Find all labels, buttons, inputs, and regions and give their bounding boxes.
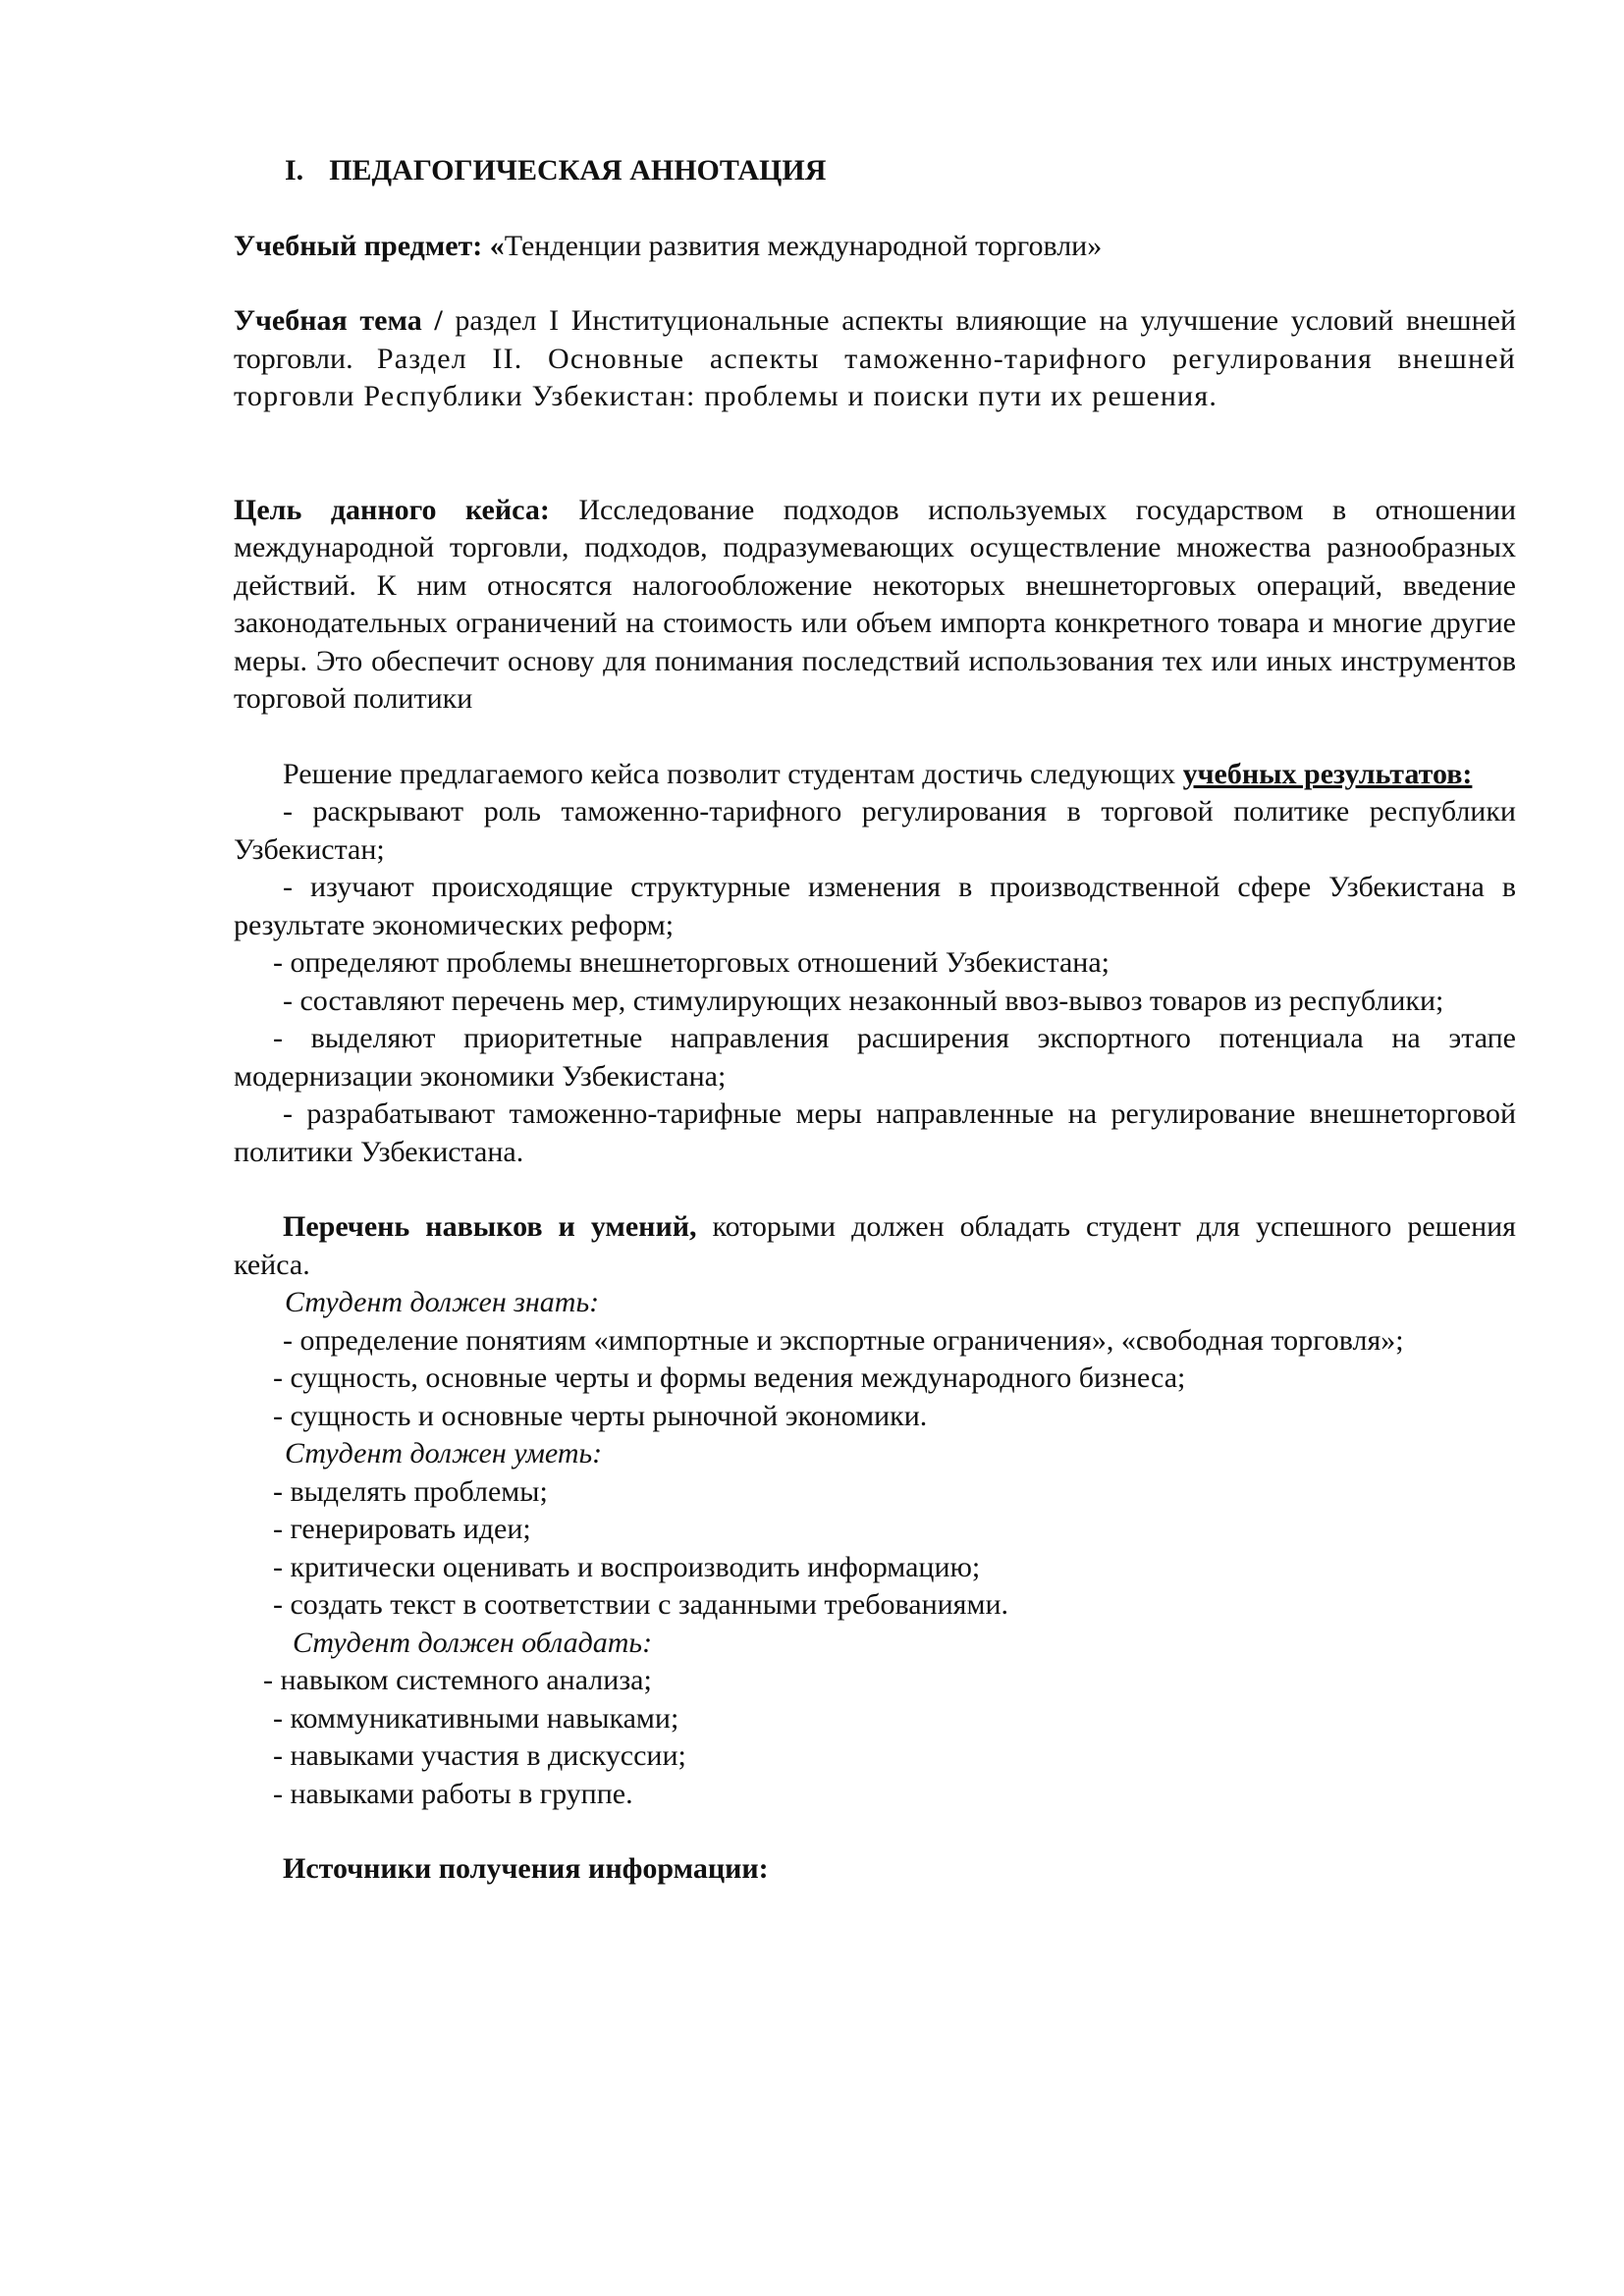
have-item: - навыком системного анализа; [263, 1664, 652, 1696]
know-item: - сущность и основные черты рыночной экономики. [273, 1399, 928, 1432]
result-item: - составляют перечень мер, стимулирующих незаконный ввоз-вывоз товаров из республики; [283, 984, 1444, 1017]
can-item: - создать текст в соответствии с заданными требованиями. [273, 1588, 1009, 1621]
goal-text: Исследование подходов используемых государством в отношении международной торговли, подходов, подразумевающих осуществление множества разнообразных действий. К ним относятся налогообложение некоторых внешнеторговых операций, введение законодательных ограничений на стоимость или объем импорта конкретного товара и многие другие меры. Это обеспечит основу для понимания последствий использования тех или иных инструментов торговой политики [234, 493, 1516, 715]
can-label: Студент должен уметь: [285, 1437, 603, 1469]
subject-label: Учебный предмет: « [234, 229, 505, 262]
topic-paragraph [234, 302, 1516, 416]
have-item: - навыками работы в группе. [273, 1777, 633, 1810]
goal-label: Цель данного кейса: [234, 493, 550, 526]
skills-text: которыми должен обладать студент для успешного решения кейса. [234, 1210, 1516, 1281]
know-item: - сущность, основные черты и формы ведения международного бизнеса; [273, 1362, 1186, 1394]
result-item: - раскрывают роль таможенно-тарифного регулирования в торговой политике республики Узбекистан; [234, 795, 1516, 866]
subject-paragraph [234, 228, 1516, 266]
can-item: - критически оценивать и воспроизводить информацию; [273, 1550, 981, 1583]
can-item: - выделять проблемы; [273, 1474, 548, 1508]
results-label: учебных результатов: [1182, 757, 1473, 790]
have-label: Студент должен обладать: [293, 1626, 653, 1659]
goal-paragraph [234, 492, 1516, 719]
topic-label: Учебная тема / [234, 304, 443, 337]
topic-text-1: раздел I Институциональные аспекты влияющие на улучшение условий внешней торговли. [234, 304, 1517, 375]
have-item: - навыками участия в дискуссии; [273, 1739, 686, 1772]
result-item: - изучают происходящие структурные изменения в производственной сфере Узбекистана в результате экономических реформ; [234, 871, 1516, 941]
sources-heading: Источники получения информации: [283, 1852, 769, 1885]
section-number: I. [285, 154, 304, 187]
skills-label: Перечень навыков и умений, [283, 1210, 697, 1243]
skills-paragraph [234, 1208, 1516, 1284]
section-heading [285, 152, 1516, 190]
have-item: - коммуникативными навыками; [273, 1701, 679, 1735]
can-item: - генерировать идеи; [273, 1513, 531, 1545]
results-intro-paragraph [234, 756, 1516, 794]
topic-text-2: Раздел II. Основные аспекты таможенно-тарифного регулирования внешней торговли Республики Узбекистан: проблемы и поиски пути их решения. [234, 342, 1516, 412]
know-label: Студент должен знать: [285, 1286, 600, 1318]
section-title: ПЕДАГОГИЧЕСКАЯ АННОТАЦИЯ [329, 154, 827, 187]
know-item: - определение понятиям «импортные и экспортные ограничения», «свободная торговля»; [283, 1323, 1404, 1357]
results-intro: Решение предлагаемого кейса позволит студентам достичь следующих [283, 757, 1183, 790]
result-item: - выделяют приоритетные направления расширения экспортного потенциала на этапе модернизации экономики Узбекистана; [234, 1022, 1516, 1093]
result-item: - разрабатывают таможенно-тарифные меры направленные на регулирование внешнеторговой политики Узбекистана. [234, 1097, 1516, 1168]
subject-text: Тенденции развития международной торговли» [504, 229, 1103, 262]
result-item: - определяют проблемы внешнеторговых отношений Узбекистана; [273, 946, 1110, 979]
